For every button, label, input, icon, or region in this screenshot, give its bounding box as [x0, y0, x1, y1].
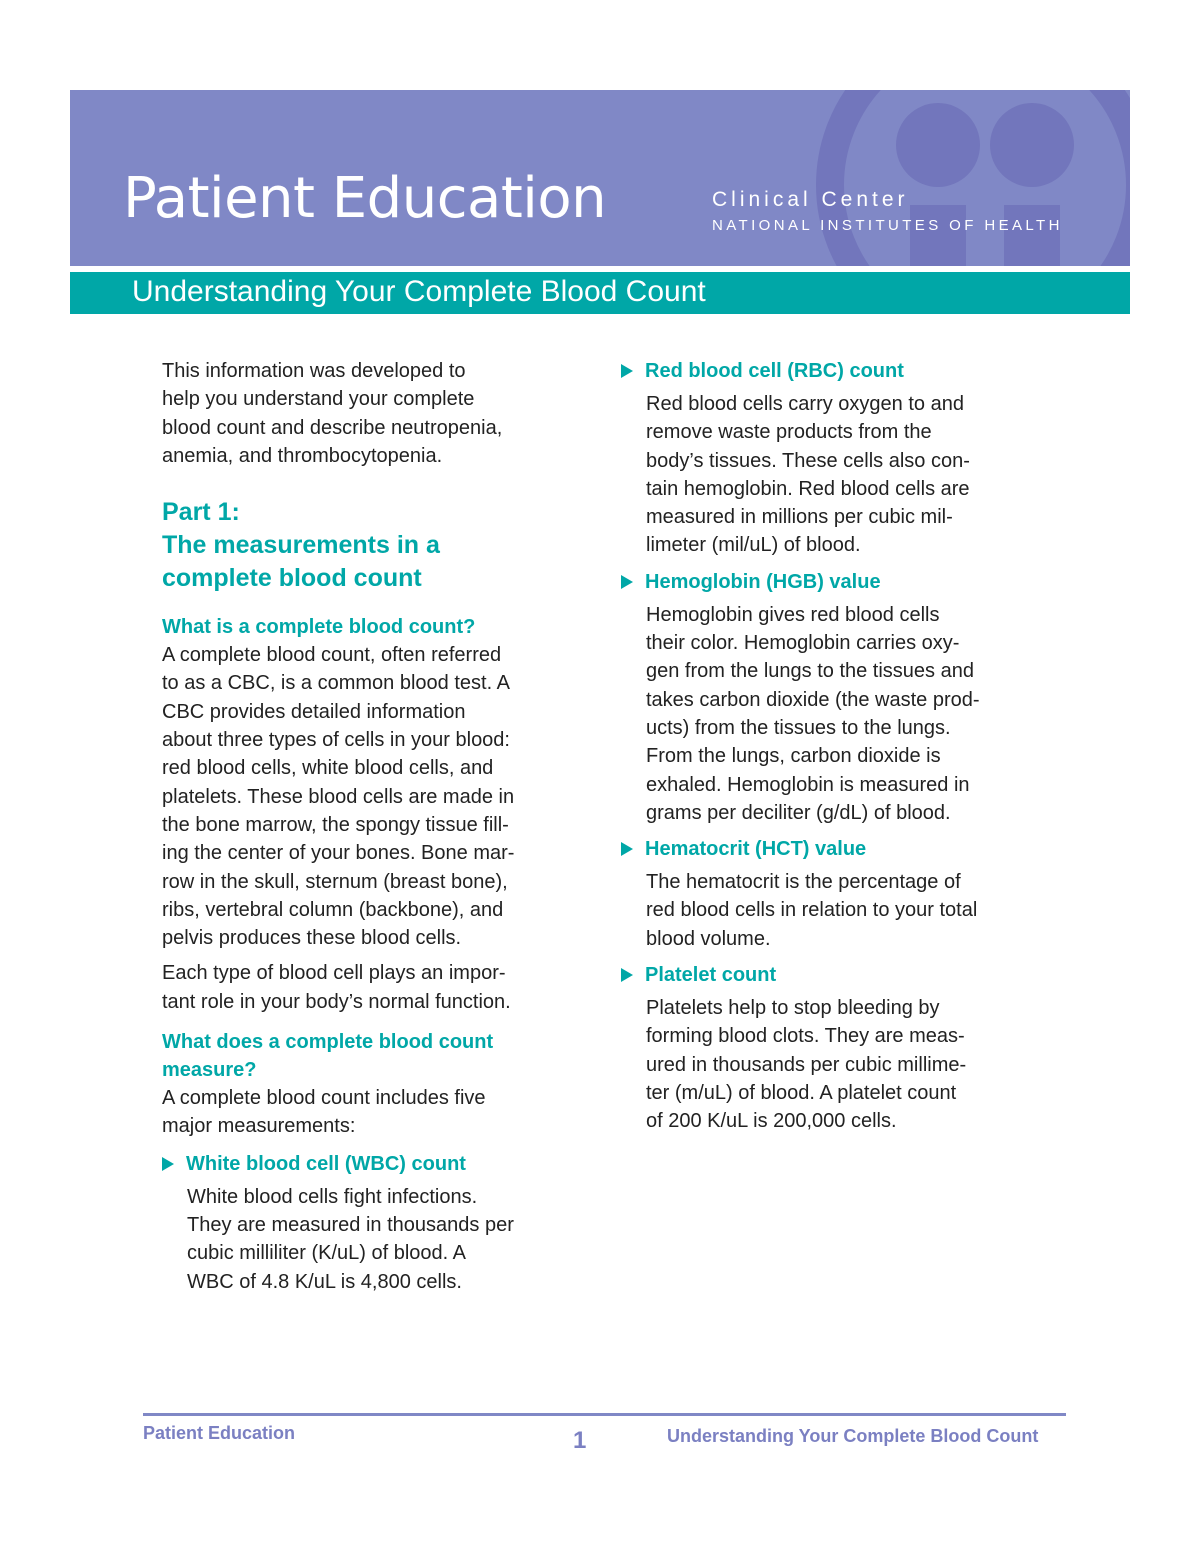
- measurement-hgb: [621, 568, 1061, 827]
- text-line: cubic milliliter (K/uL) of blood. A: [187, 1242, 467, 1265]
- page-title: Patient Education: [123, 166, 607, 231]
- text-line: their color. Hemoglobin carries oxy-: [646, 632, 960, 655]
- text-line: Platelets help to stop bleeding by: [646, 997, 940, 1020]
- clinical-center-label: Clinical Center: [712, 188, 909, 211]
- text-line: the bone marrow, the spongy tissue fill-: [162, 813, 509, 836]
- section-heading: What does a complete blood count: [162, 1031, 494, 1054]
- section-heading: measure?: [162, 1059, 257, 1082]
- text-line: ured in thousands per cubic millime-: [646, 1053, 967, 1076]
- measurement-heading: Hematocrit (HCT) value: [645, 838, 867, 861]
- text-line: Each type of blood cell plays an impor-: [162, 962, 506, 985]
- text-line: ribs, vertebral column (backbone), and: [162, 898, 504, 921]
- text-line: tant role in your body’s normal function.: [162, 990, 511, 1013]
- text-line: WBC of 4.8 K/uL is 4,800 cells.: [187, 1270, 462, 1293]
- text-line: ing the center of your bones. Bone mar-: [162, 842, 515, 865]
- part-heading: [162, 496, 592, 595]
- text-line: anemia, and thrombocytopenia.: [162, 444, 443, 467]
- text-line: row in the skull, sternum (breast bone),: [162, 870, 508, 893]
- section-what-is-cbc: [162, 613, 592, 1016]
- institution-label: NATIONAL INSTITUTES OF HEALTH: [712, 217, 1063, 234]
- text-line: about three types of cells in your blood:: [162, 729, 510, 752]
- text-line: Hemoglobin gives red blood cells: [646, 603, 940, 626]
- text-line: CBC provides detailed information: [162, 700, 466, 723]
- text-line: red blood cells in relation to your total: [646, 899, 978, 922]
- text-line: blood count and describe neutropenia,: [162, 416, 503, 439]
- text-line: ucts) from the tissues to the lungs.: [646, 716, 951, 739]
- measurement-heading: Hemoglobin (HGB) value: [645, 570, 881, 593]
- text-line: red blood cells, white blood cells, and: [162, 757, 494, 780]
- text-line: measured in millions per cubic mil-: [646, 506, 953, 529]
- left-column: [162, 357, 592, 1296]
- page-number: 1: [573, 1427, 587, 1454]
- measurement-rbc: [621, 357, 1061, 560]
- text-line: body’s tissues. These cells also con-: [646, 449, 970, 472]
- footer-right-label: Understanding Your Complete Blood Count: [667, 1426, 1039, 1446]
- text-line: platelets. These blood cells are made in: [162, 785, 515, 808]
- text-line: remove waste products from the: [646, 421, 932, 444]
- text-line: of 200 K/uL is 200,000 cells.: [646, 1110, 897, 1133]
- text-line: tain hemoglobin. Red blood cells are: [646, 477, 970, 500]
- text-line: gen from the lungs to the tissues and: [646, 660, 974, 683]
- text-line: limeter (mil/uL) of blood.: [646, 534, 861, 557]
- triangle-bullet-icon: [162, 1157, 174, 1171]
- section-heading: What is a complete blood count?: [162, 616, 476, 639]
- text-line: pelvis produces these blood cells.: [162, 927, 462, 950]
- text-line: forming blood clots. They are meas-: [646, 1025, 965, 1048]
- text-line: They are measured in thousands per: [187, 1213, 514, 1236]
- text-line: to as a CBC, is a common blood test. A: [162, 672, 510, 695]
- text-line: This information was developed to: [162, 360, 466, 382]
- heading-line: Part 1:: [162, 498, 240, 527]
- text-line: White blood cells fight infections.: [187, 1185, 478, 1208]
- text-line: A complete blood count, often referred: [162, 644, 502, 667]
- section-what-measure: [162, 1028, 592, 1141]
- triangle-bullet-icon: [621, 575, 633, 589]
- text-line: A complete blood count includes five: [162, 1087, 486, 1110]
- footer-divider: [143, 1413, 1066, 1416]
- triangle-bullet-icon: [621, 364, 633, 378]
- text-line: Red blood cells carry oxygen to and: [646, 393, 964, 415]
- text-line: major measurements:: [162, 1115, 356, 1138]
- subtitle-bar: [70, 272, 1130, 314]
- text-line: takes carbon dioxide (the waste prod-: [646, 688, 980, 711]
- text-line: grams per deciliter (g/dL) of blood.: [646, 801, 951, 824]
- triangle-bullet-icon: [621, 968, 633, 982]
- right-column: [621, 357, 1061, 1136]
- measurement-wbc: [162, 1150, 592, 1296]
- heading-line: complete blood count: [162, 564, 422, 593]
- heading-line: The measurements in a: [162, 531, 440, 560]
- intro-paragraph: [162, 357, 592, 470]
- document-subtitle: Understanding Your Complete Blood Count: [132, 275, 706, 308]
- text-line: The hematocrit is the percentage of: [646, 871, 961, 894]
- footer-left-label: Patient Education: [143, 1423, 296, 1443]
- text-line: blood volume.: [646, 927, 771, 950]
- text-line: From the lungs, carbon dioxide is: [646, 745, 941, 768]
- measurement-heading: White blood cell (WBC) count: [186, 1152, 466, 1175]
- measurement-platelet: [621, 961, 1061, 1135]
- measurement-hct: [621, 835, 1061, 953]
- triangle-bullet-icon: [621, 842, 633, 856]
- text-line: help you understand your complete: [162, 388, 475, 411]
- measurement-heading: Red blood cell (RBC) count: [645, 360, 904, 382]
- text-line: ter (m/uL) of blood. A platelet count: [646, 1081, 957, 1104]
- measurement-heading: Platelet count: [645, 964, 777, 987]
- text-line: exhaled. Hemoglobin is measured in: [646, 773, 970, 796]
- header-banner: [70, 90, 1130, 266]
